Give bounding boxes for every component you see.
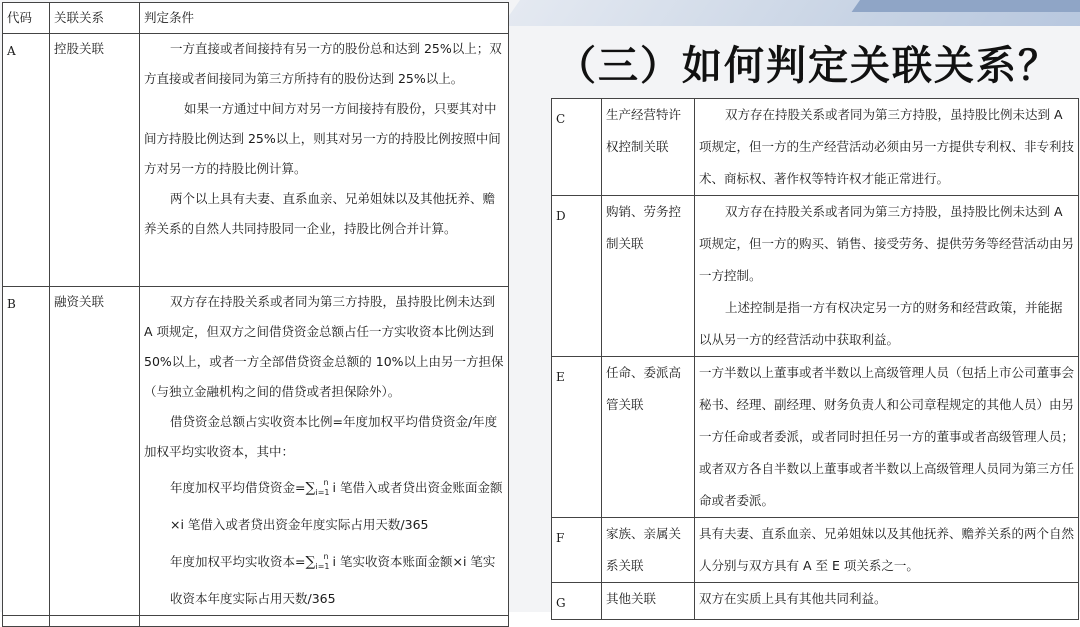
row-conditions xyxy=(695,583,1079,620)
formula-body: i 笔借入或者贷出资金账面金额×i 笔借入或者贷出资金年度实际占用天数/365 xyxy=(170,480,503,532)
sigma-lower-limit: i=1 xyxy=(315,562,330,571)
header-banner-accent xyxy=(852,0,1080,12)
condition-paragraph: 如果一方通过中间方对另一方间接持有股份，只要其对中间方持股比例达到 25%以上，则其对另一方的持股比例按照中间方对另一方的持股比例计算。 xyxy=(144,101,501,176)
condition-paragraph: 双方存在持股关系或者同为第三方持股，虽持股比例未达到 A 项规定，但一方的生产经营活动必须由另一方提供专利权、非专利技术、商标权、著作权等特许权才能正常进行。 xyxy=(699,107,1075,186)
condition-paragraph: 借贷资金总额占实收资本比例=年度加权平均借贷资金/年度加权平均实收资本，其中： xyxy=(144,414,498,459)
condition-paragraph: 双方存在持股关系或者同为第三方持股，虽持股比例未达到 A 项规定，但双方之间借贷资金总额占任一方实收资本比例达到 50%以上，或者一方全部借贷资金总额的 10%以上由另一方担保（与独立金融机构之间的借贷或者担保除外）。 xyxy=(144,294,504,399)
row-conditions xyxy=(695,518,1079,583)
sigma-upper-limit: n xyxy=(323,552,329,561)
row-relation: 生产经营特许权控制关联 xyxy=(602,99,695,196)
row-code: E xyxy=(552,357,602,518)
row-code: F xyxy=(552,518,602,583)
condition-paragraph: 一方直接或者间接持有另一方的股份总和达到 25%以上；双方直接或者间接同为第三方所持有的股份达到 25%以上。 xyxy=(144,41,502,86)
empty-cell xyxy=(140,616,509,627)
row-conditions xyxy=(695,99,1079,196)
row-relation: 购销、劳务控制关联 xyxy=(602,196,695,357)
row-relation: 融资关联 xyxy=(50,287,140,616)
table-row-continuation xyxy=(3,616,509,627)
condition-paragraph: 两个以上具有夫妻、直系血亲、兄弟姐妹以及其他抚养、赡养关系的自然人共同持股同一企业，持股比例合并计算。 xyxy=(144,191,496,236)
header-conditions: 判定条件 xyxy=(140,3,509,34)
formula-label: 年度加权平均借贷资金= xyxy=(170,480,306,495)
sigma-symbol: ∑ xyxy=(305,480,316,496)
header-relation: 关联关系 xyxy=(50,3,140,34)
table-row xyxy=(552,518,1079,583)
table-row xyxy=(3,287,509,616)
formula-paid-in-capital xyxy=(144,541,504,615)
row-relation: 家族、亲属关系关联 xyxy=(602,518,695,583)
condition-paragraph: 一方半数以上董事或者半数以上高级管理人员（包括上市公司董事会秘书、经理、副经理、财务负责人和公司章程规定的其他人员）由另一方任命或者委派，或者同时担任另一方的董事或者高级管理人员；或者双方各自半数以上董事或者半数以上高级管理人员同为第三方任命或者委派。 xyxy=(699,365,1075,508)
row-conditions xyxy=(695,357,1079,518)
row-relation: 任命、委派高管关联 xyxy=(602,357,695,518)
sigma-lower-limit: i=1 xyxy=(315,488,330,497)
empty-cell xyxy=(50,616,140,627)
formula-body: i 笔实收资本账面金额×i 笔实收资本年度实际占用天数/365 xyxy=(170,554,496,606)
condition-paragraph: 具有夫妻、直系血亲、兄弟姐妹以及其他抚养、赡养关系的两个自然人分别与双方具有 A 至 E 项关系之一。 xyxy=(699,526,1075,573)
formula-loan-capital xyxy=(144,467,504,541)
row-conditions xyxy=(695,196,1079,357)
table-row xyxy=(3,34,509,287)
header-code: 代码 xyxy=(3,3,50,34)
right-criteria-table xyxy=(551,98,1079,620)
formula-label: 年度加权平均实收资本= xyxy=(170,554,306,569)
left-criteria-table xyxy=(2,2,509,627)
row-conditions xyxy=(140,34,509,287)
condition-paragraph: 双方在实质上具有其他共同利益。 xyxy=(699,591,887,606)
row-code: G xyxy=(552,583,602,620)
condition-paragraph: 上述控制是指一方有权决定另一方的财务和经营政策，并能据以从另一方的经营活动中获取利益。 xyxy=(699,300,1063,347)
sigma-symbol: ∑ xyxy=(305,554,316,570)
row-conditions xyxy=(140,287,509,616)
row-relation: 其他关联 xyxy=(602,583,695,620)
table-header-row xyxy=(3,3,509,34)
table-row xyxy=(552,357,1079,518)
table-row xyxy=(552,99,1079,196)
row-relation: 控股关联 xyxy=(50,34,140,287)
sigma-upper-limit: n xyxy=(323,478,329,487)
slide-title: （三）如何判定关联关系？ xyxy=(556,43,1060,89)
empty-cell xyxy=(3,616,50,627)
row-code: A xyxy=(3,34,50,287)
row-code: C xyxy=(552,99,602,196)
table-row xyxy=(552,196,1079,357)
table-row xyxy=(552,583,1079,620)
row-code: D xyxy=(552,196,602,357)
condition-paragraph: 双方存在持股关系或者同为第三方持股，虽持股比例未达到 A 项规定，但一方的购买、销售、接受劳务、提供劳务等经营活动由另一方控制。 xyxy=(699,204,1075,283)
row-code: B xyxy=(3,287,50,616)
